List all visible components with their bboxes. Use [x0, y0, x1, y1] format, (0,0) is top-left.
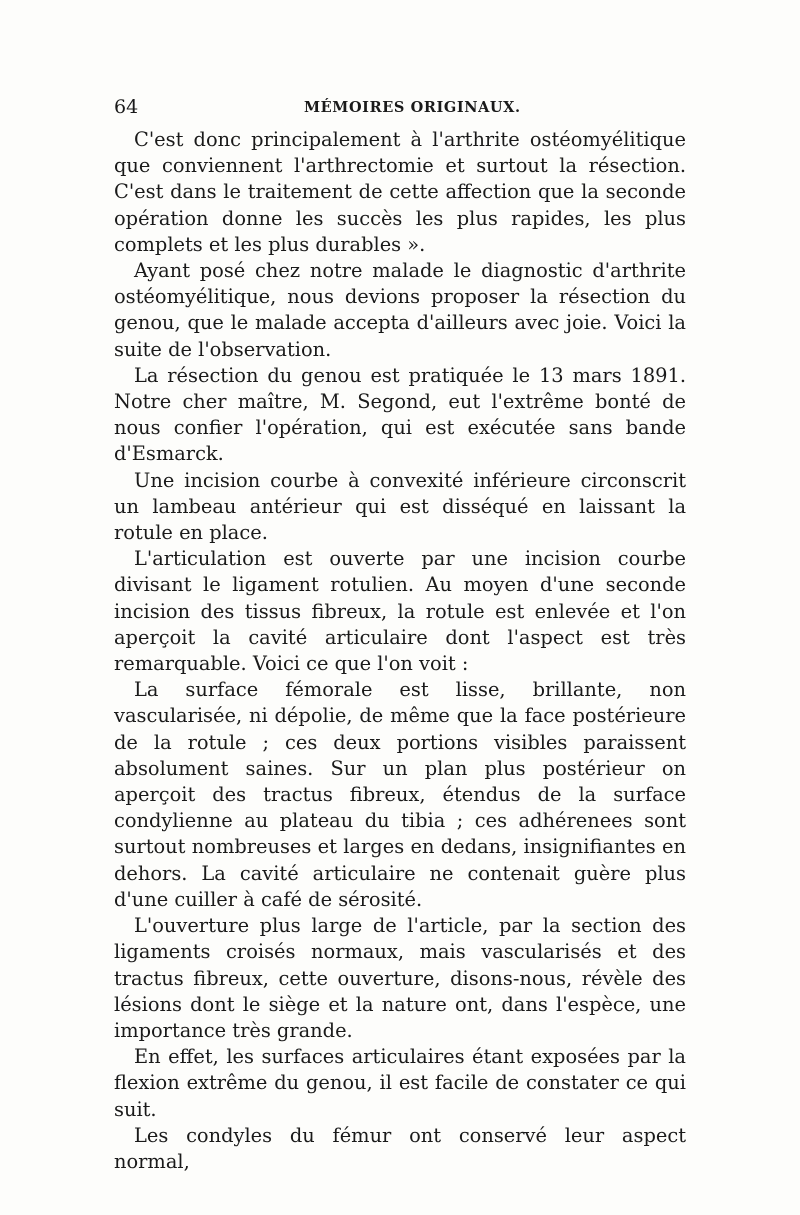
paragraph-6: La surface fémorale est lisse, brillante, non vascularisée, ni dépolie, de même que la face postérieure de la rotule ; ces deux portions visibles paraissent absolument saines. Sur un plan plus postérieur on aperçoit des tractus fibreux, étendus de la surface condylienne au plateau du tibia ; ces adhérenees sont surtout nombreuses et larges en dedans, insignifiantes en dehors. La cavité articulaire ne contenait guère plus d'une cuiller à café de sérosité.: [114, 678, 686, 911]
paragraph-9: Les condyles du fémur ont conservé leur aspect normal,: [114, 1123, 686, 1173]
paragraph-4: Une incision courbe à convexité inférieure circonscrit un lambeau antérieur qui est disséqué en laissant la rotule en place.: [114, 468, 686, 545]
paragraph-3: La résection du genou est pratiquée le 13 mars 1891. Notre cher maître, M. Segond, eut l'extrême bonté de nous confier l'opération, qui est exécutée sans bande d'Esmarck.: [114, 363, 686, 466]
paragraph-7: L'ouverture plus large de l'article, par la section des ligaments croisés normaux, mais vascularisés et des tractus fibreux, cette ouverture, disons-nous, révèle des lésions dont le siège et la nature ont, dans l'espèce, une importance très grande.: [114, 914, 686, 1042]
running-title: MÉMOIRES ORIGINAUX.: [304, 99, 521, 116]
paragraph-8: En effet, les surfaces articulaires étant exposées par la flexion extrême du genou, il est facile de constater ce qui suit.: [114, 1045, 686, 1121]
page-number: 64: [114, 96, 139, 118]
paragraph-5: L'articulation est ouverte par une incision courbe divisant le ligament rotulien. Au moyen d'une seconde incision des tissus fibreux, la rotule est enlevée et l'on aperçoit la cavité articulaire dont l'aspect est très remarquable. Voici ce que l'on voit :: [114, 547, 686, 676]
paragraph-1: C'est donc principalement à l'arthrite ostéomyélitique que conviennent l'arthrectomie et surtout la résection. C'est dans le traitement de cette affection que la seconde opération donne les succès les plus rapides, les plus complets et les plus durables ».: [114, 128, 686, 256]
body-text: [114, 127, 686, 1175]
paragraph-2: Ayant posé chez notre malade le diagnostic d'arthrite ostéomyélitique, nous devions proposer la résection du genou, que le malade accepta d'ailleurs avec joie. Voici la suite de l'observation.: [114, 259, 686, 361]
running-head: [114, 96, 686, 124]
